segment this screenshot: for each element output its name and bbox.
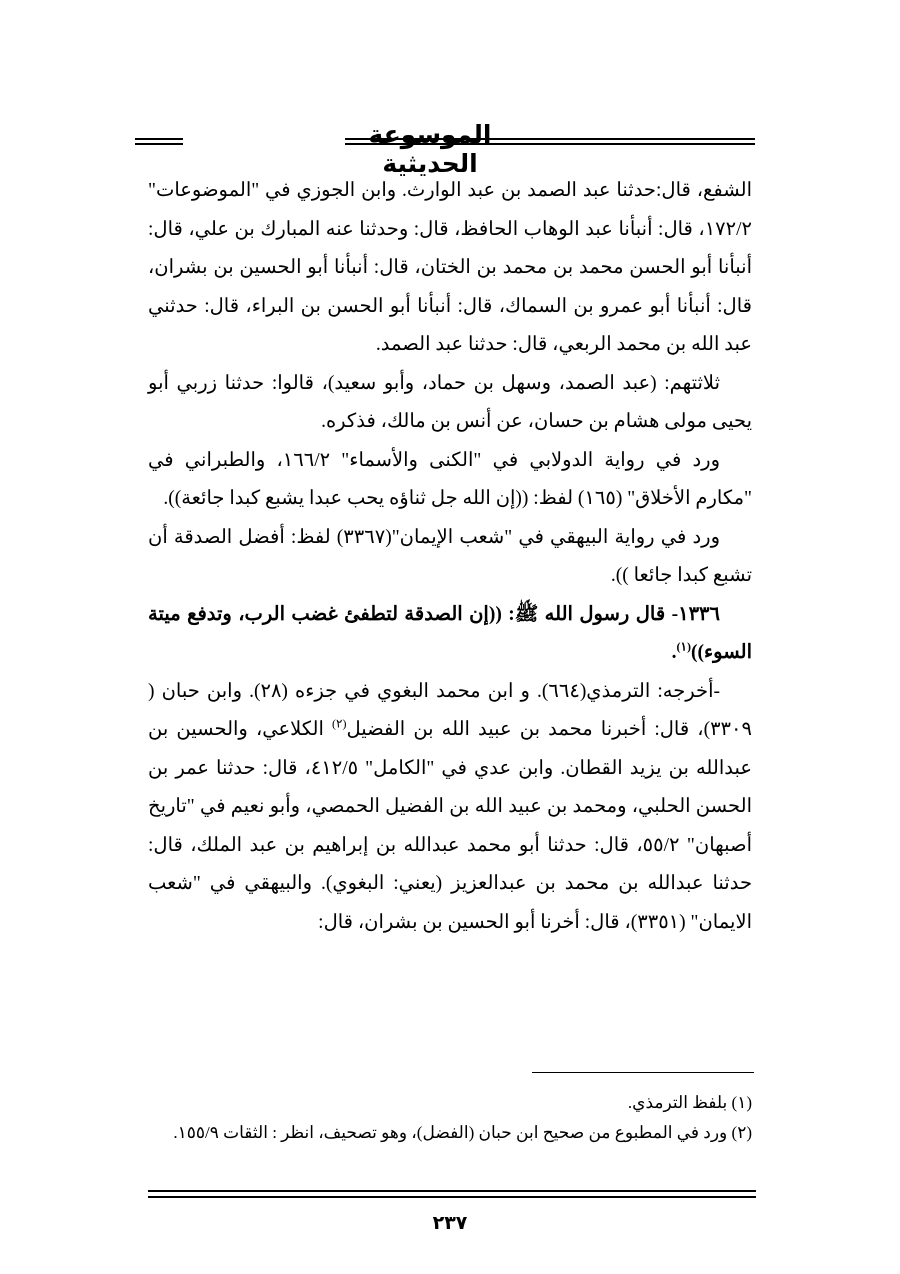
- footnote-separator: [532, 1072, 754, 1073]
- paragraph: ورد في رواية البيهقي في "شعب الإيمان"(٣٣٦٧) لفظ: أفضل الصدقة أن تشبع كبدا جائعا )).: [148, 526, 752, 586]
- footnote: (٢) ورد في المطبوع من صحيح ابن حبان (الفضل)، وهو تصحيف، انظر : الثقات ١٥٥/٩.: [173, 1123, 752, 1142]
- paragraph-text: الكلاعي، والحسين بن عبدالله بن يزيد القطان. وابن عدي في "الكامل" ٤١٢/٥، قال: حدثنا عمر بن الحسن الحلبي، ومحمد بن عبيد الله بن الفضيل الحمصي، وأبو نعيم في "تاريخ أصبهان" ٥٥/٢، قال: حدثنا أبو محمد عبدالله بن إبراهيم بن عبد الملك، قال: حدثنا عبدالله بن محمد بن عبدالعزيز (يعني: البغوي). والبيهقي في "شعب الايمان" (٣٣٥١)، قال: أخرنا أبو الحسين بن بشران، قال:: [148, 719, 752, 933]
- paragraph: ورد في رواية الدولابي في "الكنى والأسماء" ١٦٦/٢، والطبراني في "مكارم الأخلاق" (١٦٥) لفظ: ((إن الله جل ثناؤه يحب عبدا يشبع كبدا جائعة)).: [148, 449, 752, 509]
- paragraph: ثلاثتهم: (عبد الصمد، وسهل بن حماد، وأبو سعيد)، قالوا: حدثنا زربي أبو يحيى مولى هشام بن حسان، عن أنس بن مالك، فذكره.: [148, 372, 752, 432]
- paragraph: الشفع، قال:حدثنا عبد الصمد بن عبد الوارث. وابن الجوزي في "الموضوعات" ١٧٢/٢، قال: أنبأنا عبد الوهاب الحافظ، قال: وحدثنا عنه المبارك بن علي، قال: أنبأنا أبو الحسن محمد بن محمد بن الختان، قال: أنبأنا أبو الحسين بن بشران، قال: أنبأنا أبو عمرو بن السماك، قال: أنبأنا أبو الحسن بن البراء، قال: حدثني عبد الله بن محمد الربعي، قال: حدثنا عبد الصمد.: [148, 180, 752, 355]
- hadith-heading: ١٣٣٦- قال رسول الله ﷺ: ((إن الصدقة لتطفئ غضب الرب، وتدفع ميتة السوء))$^{(١)}$.: [148, 603, 752, 663]
- bottom-rule-bottom: [148, 1196, 756, 1198]
- page-number: ٢٣٧: [432, 1212, 468, 1234]
- footnote-ref: (١): [676, 639, 691, 654]
- bottom-rule-top: [148, 1190, 756, 1192]
- paragraph: [148, 673, 752, 943]
- paragraph-text: -أخرجه: الترمذي(٦٦٤). و ابن محمد البغوي في جزءه (٢٨). وابن حبان ( ٣٣٠٩)، قال: أخبرنا محمد بن عبيد الله بن الفضيل: [148, 680, 752, 740]
- header-rule-left: [135, 138, 183, 145]
- header-title: الموسوعة الحديثية: [368, 120, 492, 178]
- footnote: (١) بلفظ الترمذي.: [627, 1093, 752, 1112]
- main-text: [148, 172, 752, 942]
- footnote-ref: (٢): [331, 716, 347, 731]
- footnotes: [148, 1088, 752, 1148]
- hadith-text: ١٣٣٦- قال رسول الله ﷺ: ((إن الصدقة لتطفئ غضب الرب، وتدفع ميتة السوء)): [148, 603, 752, 663]
